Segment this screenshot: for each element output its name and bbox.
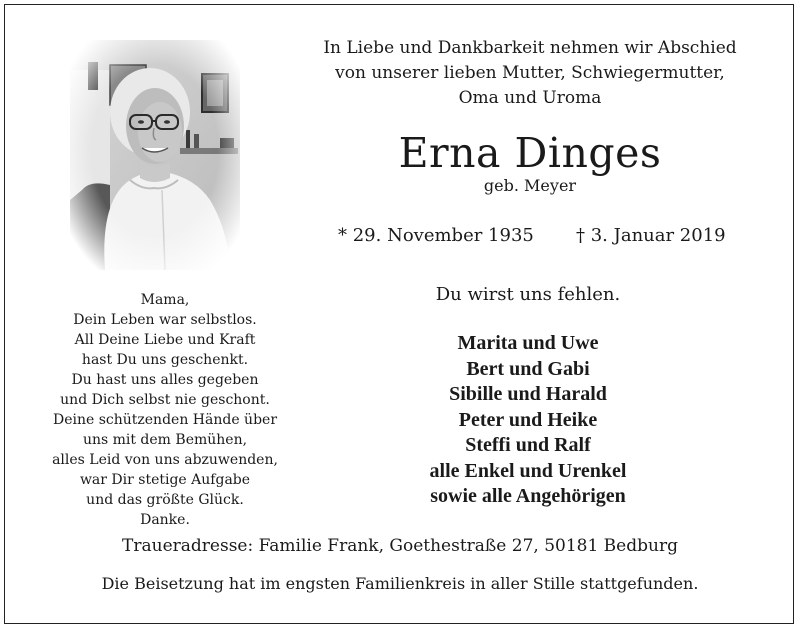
portrait-image [70, 40, 240, 270]
poem [30, 290, 300, 530]
family-member: Sibille und Harald [449, 383, 607, 405]
birth-date: * 29. November 1935 [338, 225, 534, 246]
family-member: Peter und Heike [458, 408, 598, 431]
intro-line: In Liebe und Dankbarkeit nehmen wir Abschied [323, 38, 737, 58]
family-member: sowie alle Angehörigen [430, 485, 626, 507]
intro-line: von unserer lieben Mutter, Schwiegermutter, [335, 63, 725, 83]
poem-line: uns mit dem Bemühen, [82, 432, 248, 448]
family-member: Marita und Uwe [457, 332, 599, 354]
poem-line: hast Du uns geschenkt. [81, 352, 249, 368]
intro-text [300, 36, 760, 111]
poem-line: war Dir stetige Aufgabe [79, 472, 251, 488]
farewell-line: Du wirst uns fehlen. [435, 284, 621, 305]
poem-line: und das größte Glück. [86, 492, 244, 508]
poem-line: Deine schützenden Hände über [52, 412, 278, 428]
deceased-name: Erna Dinges [398, 129, 662, 177]
poem-line: und Dich selbst nie geschont. [60, 392, 270, 408]
poem-line: Danke. [140, 512, 190, 528]
death-date: † 3. Januar 2019 [576, 225, 726, 246]
family-member: Bert und Gabi [466, 357, 590, 380]
poem-line: Dein Leben war selbstlos. [73, 312, 257, 328]
poem-line: All Deine Liebe und Kraft [74, 332, 256, 348]
mourning-address: Traueradresse: Familie Frank, Goethestraße 27, 50181 Bedburg [122, 536, 678, 556]
portrait-photo [70, 40, 240, 270]
poem-line: Du hast uns alles gegeben [71, 372, 259, 388]
family-member: Steffi und Ralf [465, 434, 591, 456]
maiden-name: geb. Meyer [483, 176, 577, 195]
burial-note: Die Beisetzung hat im engsten Familienkreis in aller Stille stattgefunden. [101, 574, 699, 593]
poem-line: alles Leid von uns abzuwenden, [52, 452, 278, 468]
poem-line: Mama, [140, 292, 190, 308]
intro-line: Oma und Uroma [458, 88, 602, 108]
family-member: alle Enkel und Urenkel [429, 459, 627, 482]
family-list [300, 331, 756, 510]
